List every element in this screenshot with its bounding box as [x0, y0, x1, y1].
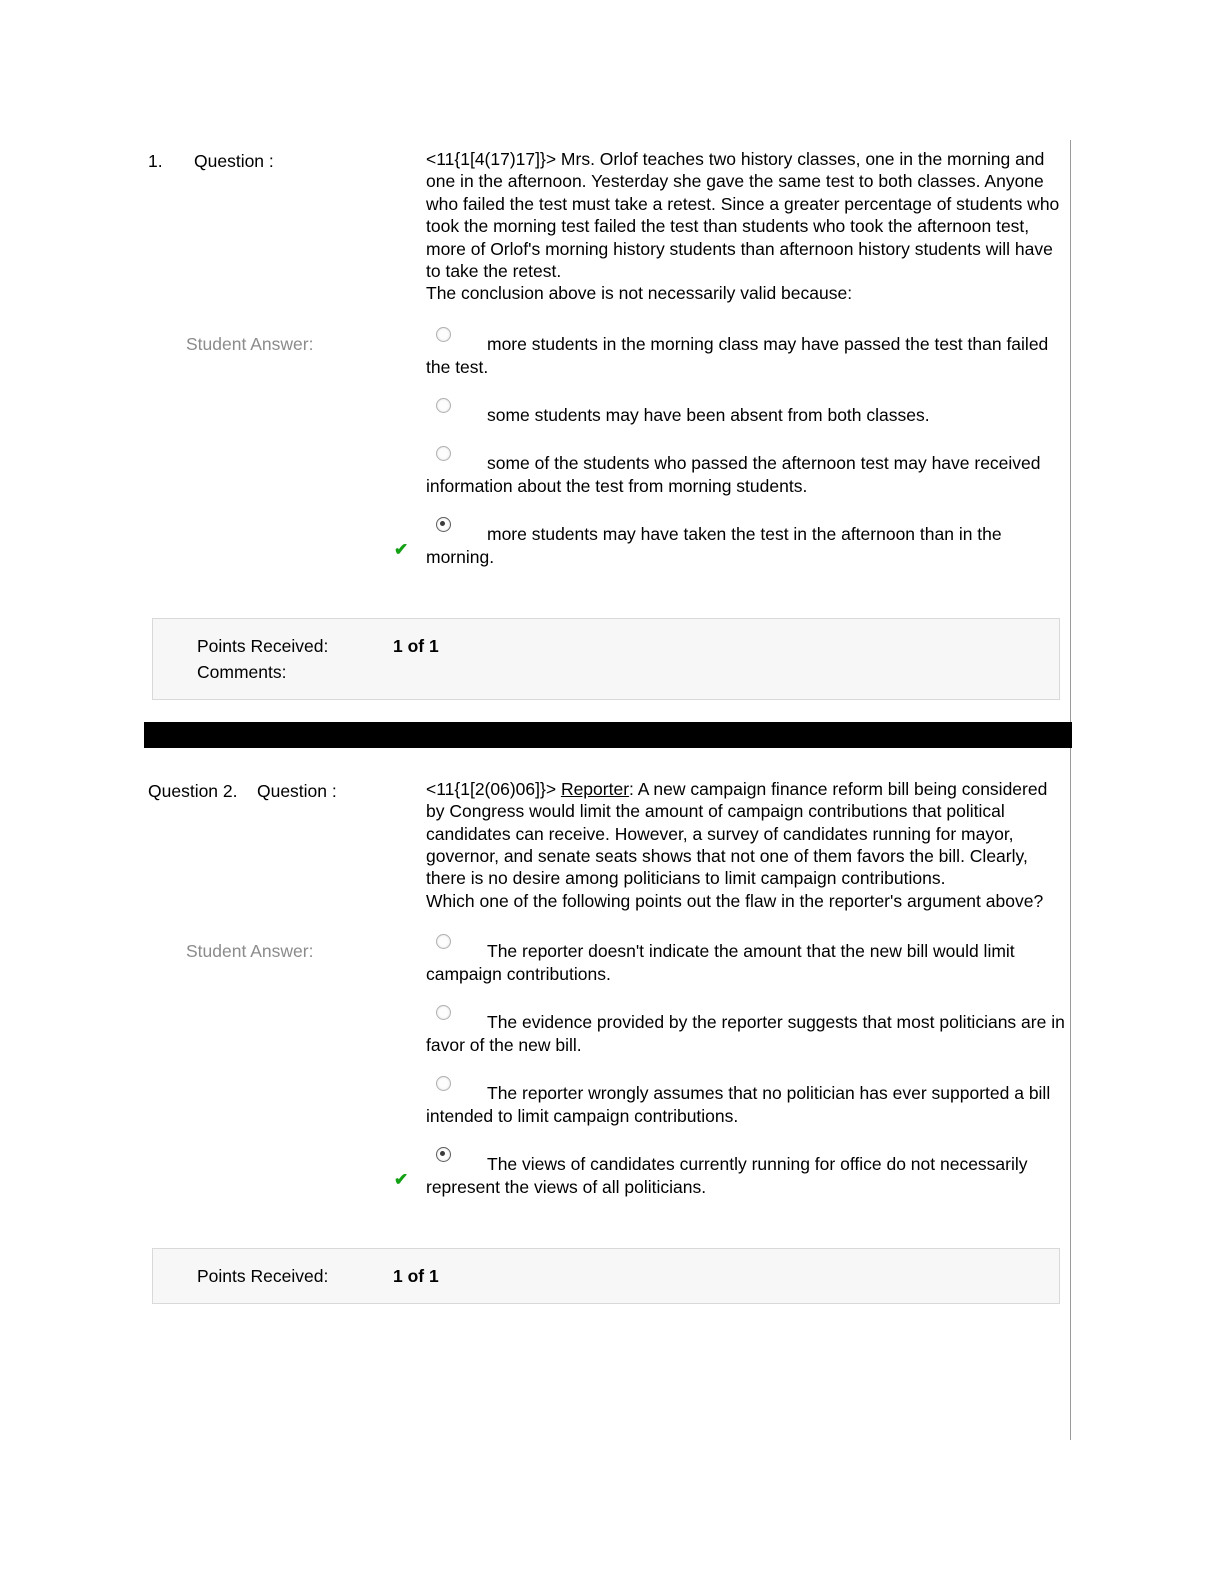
- radio-icon[interactable]: [436, 1005, 451, 1020]
- page-right-rule: [1070, 140, 1071, 1440]
- question-2-header-row: [148, 778, 1068, 912]
- question-1-points-row: [153, 633, 1059, 659]
- question-1-label: Question :: [194, 151, 274, 171]
- question-1-option-1[interactable]: [426, 333, 1068, 379]
- question-2-answer-list: [394, 940, 1068, 1224]
- section-divider-bar: [144, 722, 1072, 748]
- question-2-points-box: [152, 1248, 1060, 1304]
- question-1-label-cell: [148, 148, 426, 172]
- page-bottom-spacer: [148, 1304, 1068, 1344]
- question-2-option-3-text: The reporter wrongly assumes that no politician has ever supported a bill intended to limit campaign contributions.: [426, 1083, 1051, 1127]
- radio-icon-selected[interactable]: [436, 1147, 451, 1162]
- question-1-points-box: [152, 618, 1060, 700]
- question-2-body: [426, 778, 1064, 890]
- question-2-label: Question :: [256, 780, 337, 801]
- radio-icon[interactable]: [436, 398, 451, 413]
- question-1-option-2-text: some students may have been absent from both classes.: [487, 404, 930, 425]
- question-2-option-4[interactable]: [394, 1153, 1068, 1199]
- question-2-option-2-text: The evidence provided by the reporter suggests that most politicians are in favor of the new bill.: [426, 1012, 1065, 1056]
- question-2-label-cell: [148, 778, 426, 802]
- question-2-student-answer-label: Student Answer:: [186, 941, 314, 962]
- question-2-number: Question 2.: [148, 780, 238, 801]
- radio-icon[interactable]: [436, 446, 451, 461]
- document-content: [148, 148, 1068, 1344]
- question-1-option-1-text: more students in the morning class may have passed the test than failed the test.: [426, 333, 1049, 377]
- question-2-points-row: [153, 1263, 1059, 1289]
- question-2-body-rest: : A new campaign finance reform bill being considered by Congress would limit the amount of campaign contributions that political candidates can receive. However, a survey of candidates running for mayor, governor, and senate seats shows that not one of them favors the bill. Clearly, there is no desire among politicians to limit campaign contributions.: [426, 778, 1048, 889]
- question-1-points-label: Points Received:: [197, 635, 329, 656]
- question-2-option-1-text: The reporter doesn't indicate the amount that the new bill would limit campaign contributions.: [426, 941, 1015, 985]
- question-1-option-4[interactable]: [394, 523, 1068, 569]
- radio-icon[interactable]: [436, 327, 451, 342]
- question-1-number: 1.: [148, 151, 163, 171]
- question-1-option-4-text: more students may have taken the test in the afternoon than in the morning.: [426, 523, 1002, 567]
- question-2-option-3[interactable]: [426, 1082, 1068, 1128]
- question-2-option-1[interactable]: [426, 940, 1068, 986]
- question-2-answers-row: [148, 940, 1068, 1224]
- question-2-text-cell: [426, 778, 1064, 912]
- question-1-option-2[interactable]: [426, 404, 1068, 427]
- correct-check-icon: ✔: [394, 1170, 409, 1190]
- correct-check-icon: ✔: [394, 539, 409, 559]
- radio-icon[interactable]: [436, 934, 451, 949]
- question-2-prompt: Which one of the following points out the flaw in the reporter's argument above?: [426, 890, 1044, 911]
- question-2-option-4-text: The views of candidates currently running for office do not necessarily represent the views of all politicians.: [426, 1154, 1028, 1198]
- question-1-student-answer-label: Student Answer:: [186, 333, 314, 354]
- question-1-points-value: 1 of 1: [393, 635, 439, 656]
- question-2-speaker: Reporter: [560, 778, 630, 799]
- question-block-2: [148, 778, 1068, 1344]
- question-1-option-3[interactable]: [426, 452, 1068, 498]
- question-1-option-3-text: some of the students who passed the afternoon test may have received information about the test from morning students.: [426, 452, 1041, 496]
- question-block-1: [148, 148, 1068, 748]
- question-2-points-value: 1 of 1: [393, 1266, 439, 1287]
- question-1-header-row: [148, 148, 1068, 305]
- question-1-prompt: The conclusion above is not necessarily valid because:: [426, 283, 853, 304]
- question-2-option-2[interactable]: [426, 1011, 1068, 1057]
- question-1-text-cell: [426, 148, 1064, 305]
- question-2-body-prefix: <11{1[2(06)06]}>: [426, 778, 561, 799]
- question-1-comments-row: [153, 659, 1059, 685]
- question-1-comments-label: Comments:: [197, 661, 287, 682]
- question-2-points-label: Points Received:: [197, 1266, 329, 1287]
- question-1-answers-row: [148, 333, 1068, 594]
- question-1-answer-list: [394, 333, 1068, 594]
- question-1-body: <11{1[4(17)17]}> Mrs. Orlof teaches two history classes, one in the morning and one in the afternoon. Yesterday she gave the same test to both classes. Anyone who failed the test must take a retest. Since a greater percentage of students who took the morning test failed the test than students who took the afternoon test, more of Orlof's morning history students than afternoon history students will have to take the retest.: [426, 149, 1060, 282]
- radio-icon-selected[interactable]: [436, 517, 451, 532]
- radio-icon[interactable]: [436, 1076, 451, 1091]
